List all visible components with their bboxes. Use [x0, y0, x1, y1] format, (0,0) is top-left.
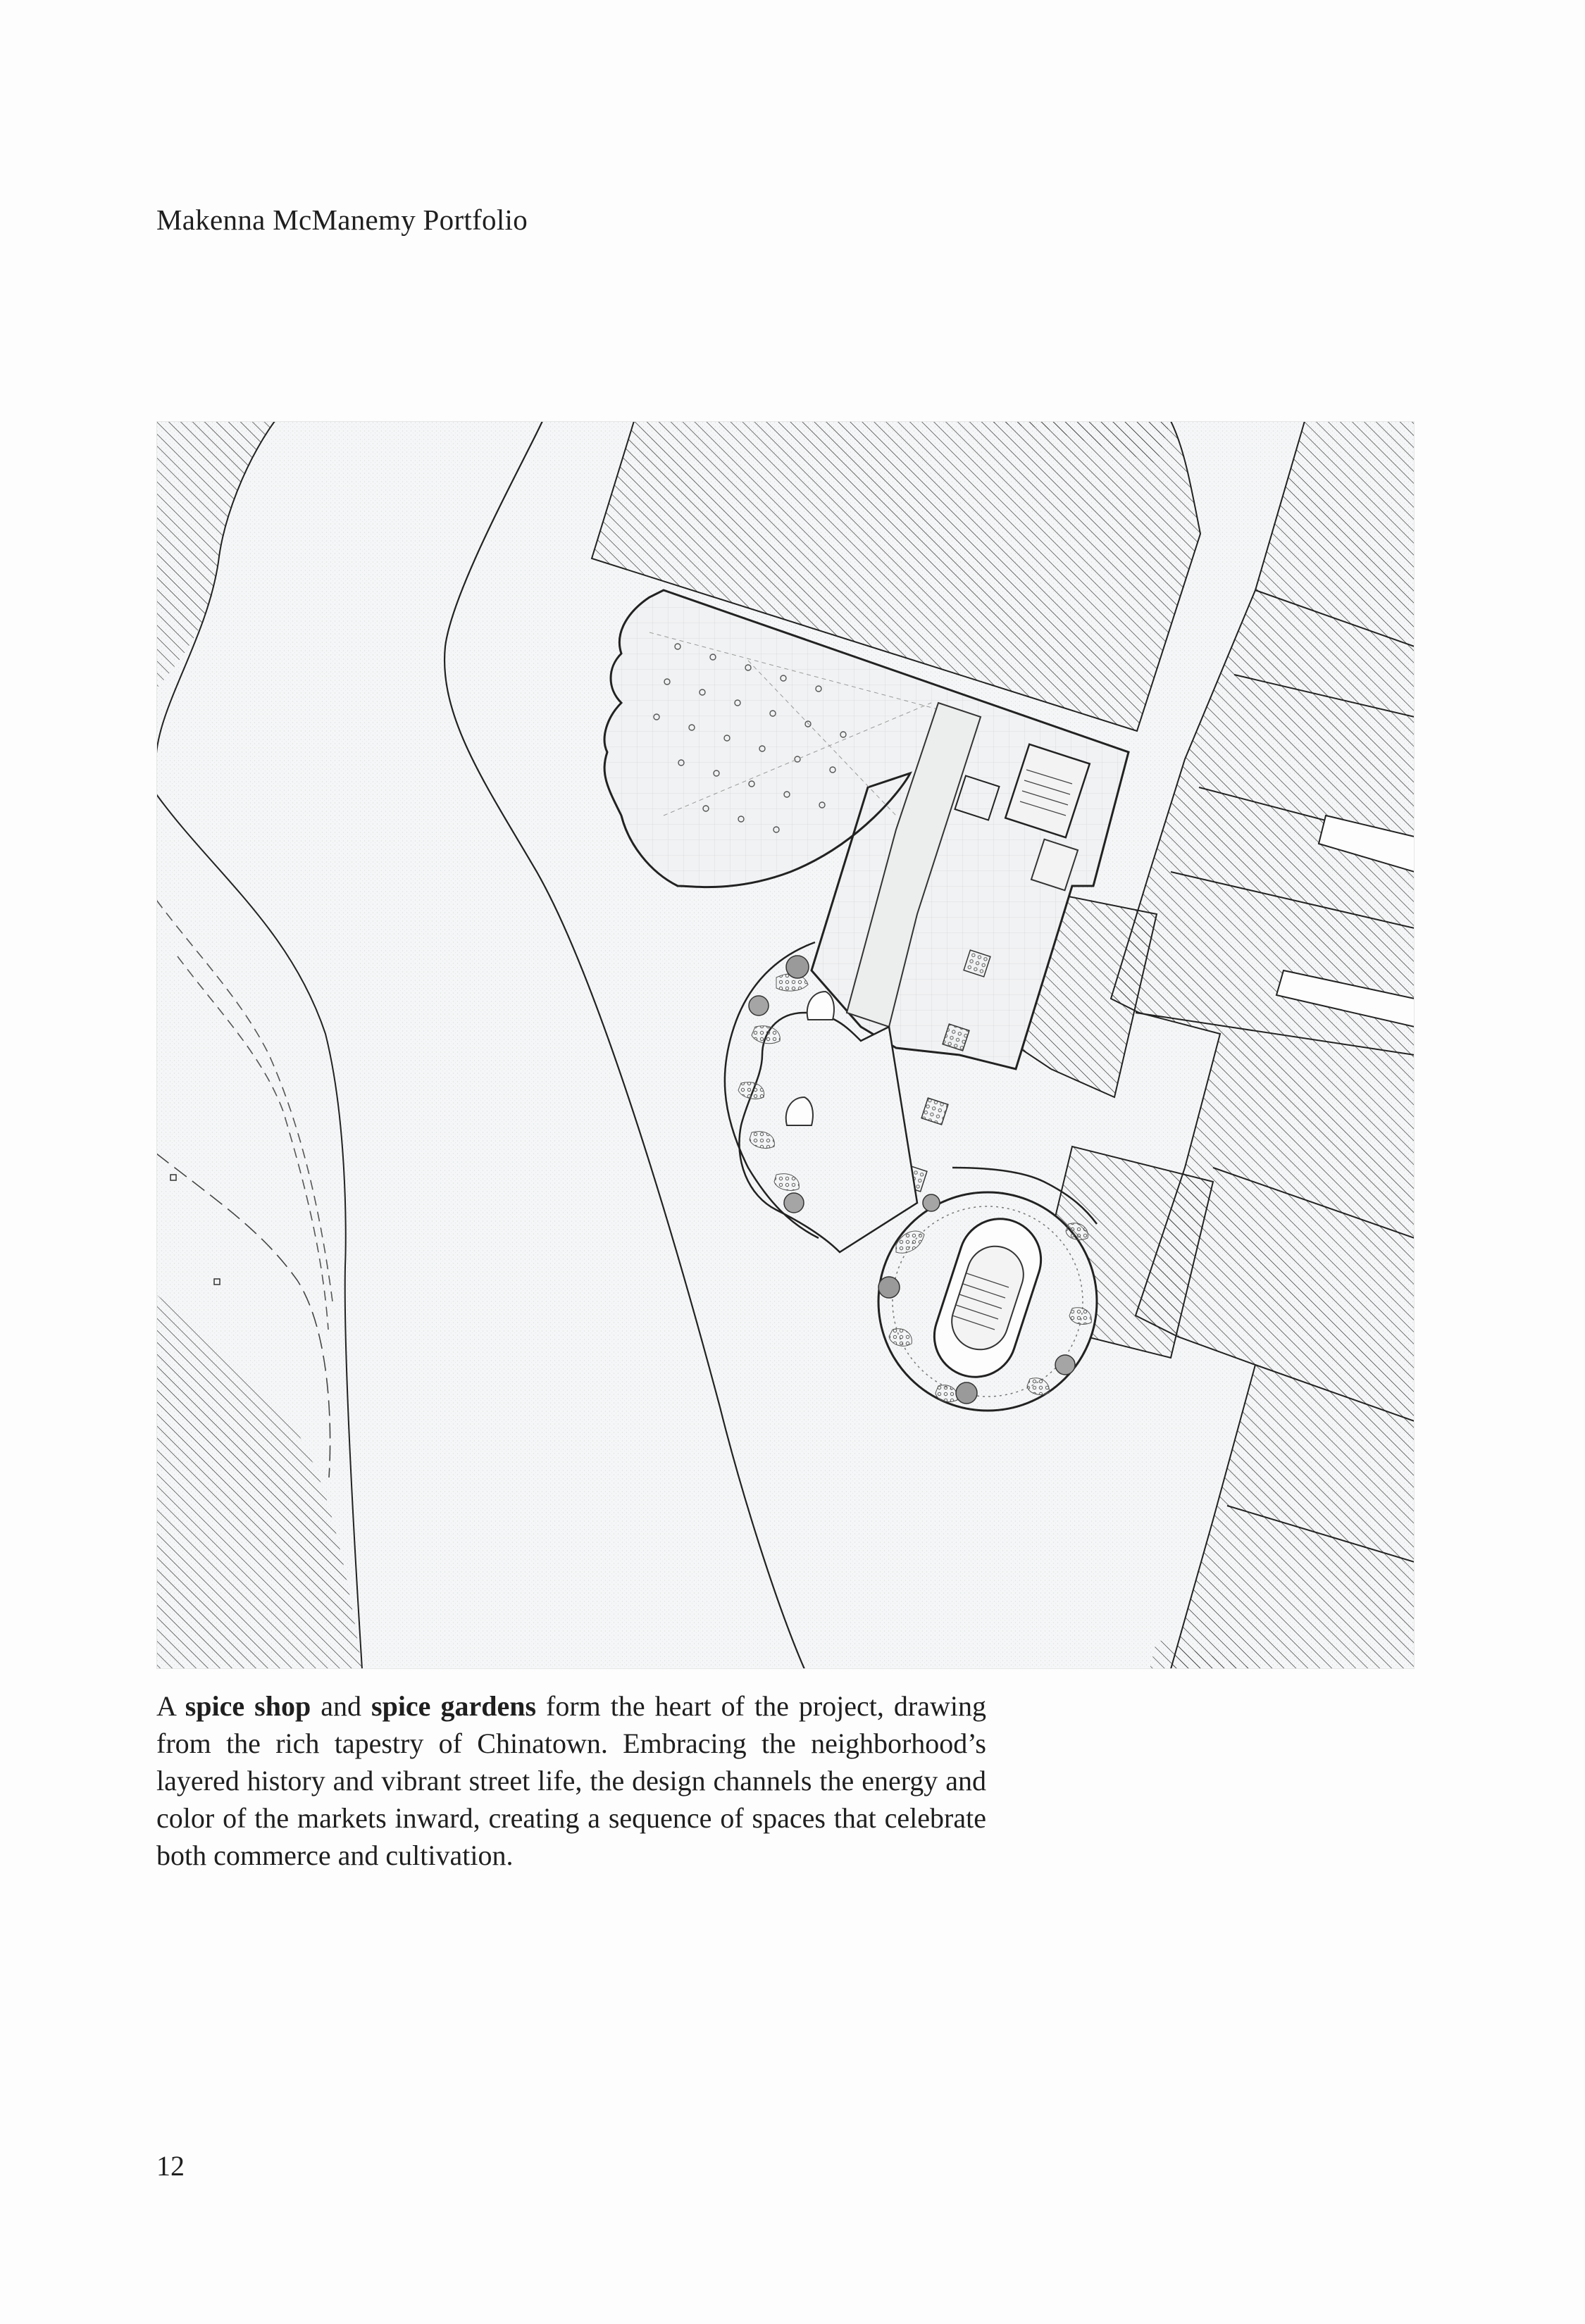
caption-text-1: A — [156, 1690, 185, 1722]
circular-garden — [878, 1192, 1097, 1411]
caption-text-3: form the heart of the project, drawing from the rich tapestry of Chinatown. Embracing the neighborhood’s layered history and vibrant street life, the design channels the energy and color of the markets inward, creating a sequence of spaces that celebrate both commerce and cultivation. — [156, 1690, 986, 1871]
shrub-1 — [786, 956, 809, 978]
shrub-6 — [1055, 1355, 1075, 1375]
caption-text-2: and — [311, 1690, 371, 1722]
caption-bold-spice-gardens: spice gardens — [371, 1690, 537, 1722]
page-header-title: Makenna McManemy Portfolio — [156, 204, 528, 236]
shrub-3 — [784, 1193, 804, 1213]
plan-content — [156, 421, 1415, 1669]
shrub-7 — [923, 1194, 940, 1211]
caption-bold-spice-shop: spice shop — [185, 1690, 311, 1722]
shrub-4 — [878, 1277, 900, 1298]
project-caption — [156, 1687, 986, 1874]
shrub-2 — [749, 996, 769, 1016]
site-plan-svg — [156, 421, 1415, 1669]
site-plan-drawing — [156, 421, 1415, 1669]
shrub-5 — [956, 1382, 977, 1404]
page-number: 12 — [156, 2150, 185, 2182]
